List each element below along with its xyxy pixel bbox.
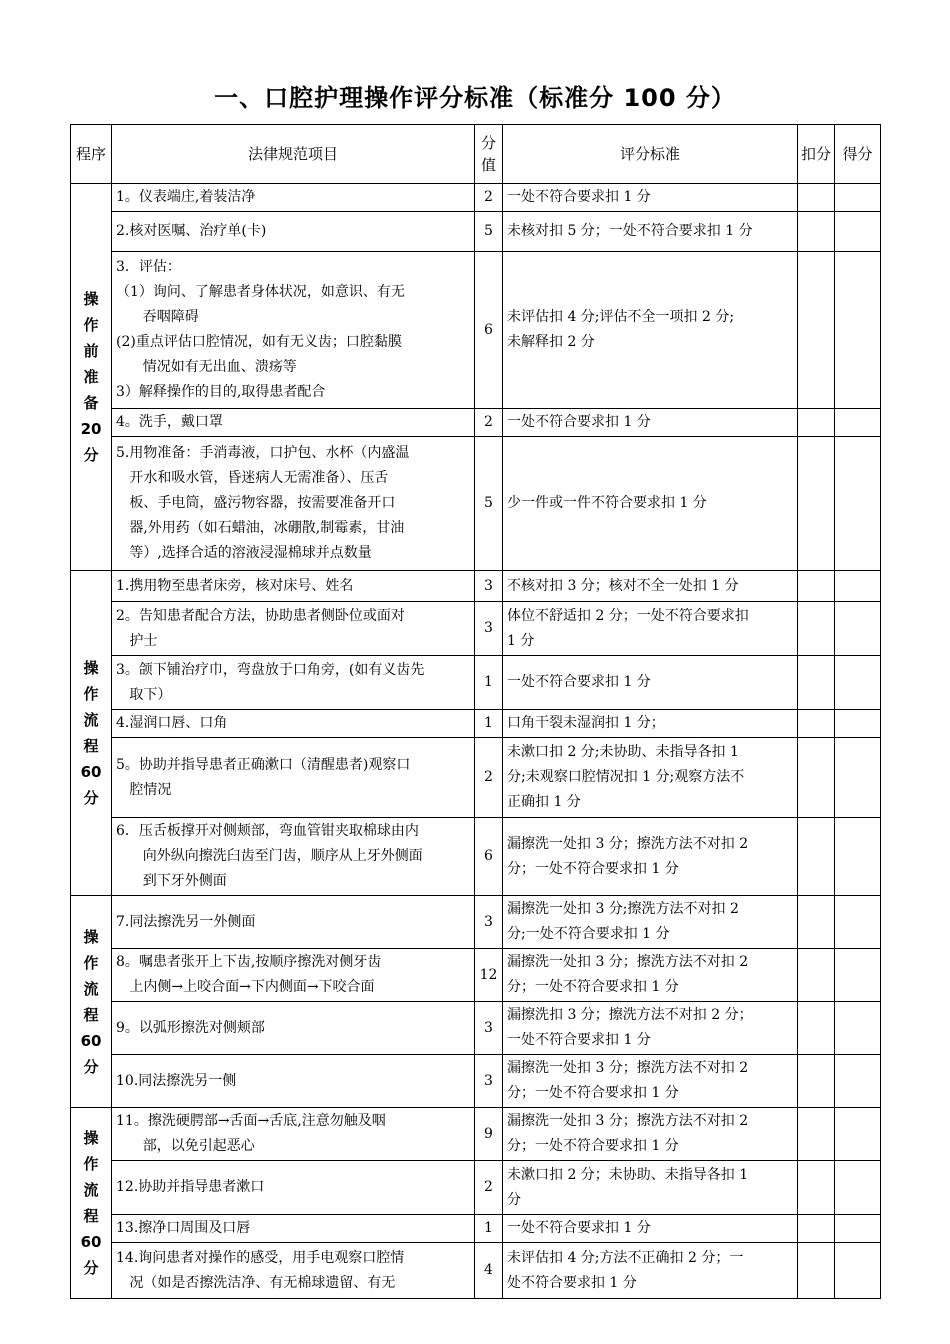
point-value: 6 <box>475 252 503 409</box>
item-text: 5。协助并指导患者正确漱口（清醒患者)观察口 腔情况 <box>116 756 411 798</box>
section-label: 操作流程 <box>83 659 99 755</box>
score-cell[interactable] <box>835 738 881 818</box>
item-cell <box>112 571 475 602</box>
score-cell[interactable] <box>835 656 881 710</box>
item-text: 2.核对医嘱、治疗单(卡) <box>116 223 267 239</box>
item-cell <box>112 1243 475 1299</box>
deduct-cell[interactable] <box>798 409 835 437</box>
section-label: 操作前准备 <box>83 290 99 412</box>
criteria-text: 不核对扣 3 分；核对不全一处扣 1 分 <box>503 571 798 602</box>
section-unit: 分 <box>83 789 99 807</box>
table-row <box>71 949 881 1002</box>
item-text: 3。颌下铺治疗巾，弯盘放于口角旁，(如有义齿先 取下） <box>116 661 425 703</box>
header-score: 得分 <box>835 125 881 184</box>
deduct-cell[interactable] <box>798 896 835 949</box>
section-label-cell <box>71 571 112 896</box>
item-cell <box>112 1161 475 1215</box>
deduct-cell[interactable] <box>798 818 835 896</box>
score-cell[interactable] <box>835 1055 881 1108</box>
criteria-text: 漏擦洗一处扣 3 分；擦洗方法不对扣 2 分；一处不符合要求扣 1 分 <box>503 818 798 896</box>
section-points: 60 <box>80 1233 102 1251</box>
table-row <box>71 212 881 252</box>
score-cell[interactable] <box>835 818 881 896</box>
table-row <box>71 738 881 818</box>
score-cell[interactable] <box>835 184 881 212</box>
section-points: 20 <box>80 420 102 438</box>
section-points: 60 <box>80 1031 102 1050</box>
table-row <box>71 1215 881 1243</box>
criteria-text: 体位不舒适扣 2 分；一处不符合要求扣 1 分 <box>503 602 798 656</box>
table-row <box>71 1002 881 1055</box>
item-text: 4.湿润口唇、口角 <box>116 715 228 731</box>
point-value: 12 <box>475 949 503 1002</box>
deduct-cell[interactable] <box>798 602 835 656</box>
table-body <box>71 184 881 1299</box>
point-value: 3 <box>475 896 503 949</box>
scoring-table <box>70 124 881 1299</box>
header-value: 分 值 <box>475 125 503 184</box>
deduct-cell[interactable] <box>798 1055 835 1108</box>
table-row <box>71 184 881 212</box>
deduct-cell[interactable] <box>798 1161 835 1215</box>
section-label-cell <box>71 184 112 571</box>
deduct-cell[interactable] <box>798 1215 835 1243</box>
criteria-text: 未漱口扣 2 分；未协助、未指导各扣 1 分 <box>503 1161 798 1215</box>
item-text: 14.询问患者对操作的感受，用手电观察口腔情 况（如是否擦洗洁净、有无棉球遗留、有无 <box>116 1249 405 1291</box>
deduct-cell[interactable] <box>798 949 835 1002</box>
item-text: 2。告知患者配合方法，协助患者侧卧位或面对 护士 <box>116 607 405 649</box>
item-text: 8。嘱患者张开上下齿,按顺序擦洗对侧牙齿 上内侧→上咬合面→下内侧面→下咬合面 <box>116 954 382 995</box>
item-text: 9。以弧形擦洗对侧颊部 <box>116 1019 265 1036</box>
item-cell <box>112 1108 475 1161</box>
score-cell[interactable] <box>835 1002 881 1055</box>
table-row <box>71 1243 881 1299</box>
deduct-cell[interactable] <box>798 656 835 710</box>
table-row <box>71 818 881 896</box>
item-cell <box>112 949 475 1002</box>
point-value: 3 <box>475 1002 503 1055</box>
point-value: 9 <box>475 1108 503 1161</box>
score-cell[interactable] <box>835 409 881 437</box>
table-row <box>71 1161 881 1215</box>
point-value: 3 <box>475 602 503 656</box>
section-label: 操作流程 <box>83 927 99 1024</box>
section-unit: 分 <box>83 1259 99 1277</box>
point-value: 3 <box>475 1055 503 1108</box>
point-value: 4 <box>475 1243 503 1299</box>
section-label: 操作流程 <box>83 1129 99 1225</box>
item-cell <box>112 1215 475 1243</box>
score-cell[interactable] <box>835 949 881 1002</box>
item-text: 6．压舌板撑开对侧颊部，弯血管钳夹取棉球由内 向外纵向擦洗臼齿至门齿，顺序从上牙外侧面 到下牙外侧面 <box>116 823 423 889</box>
deduct-cell[interactable] <box>798 437 835 571</box>
deduct-cell[interactable] <box>798 710 835 738</box>
deduct-cell[interactable] <box>798 571 835 602</box>
section-unit: 分 <box>83 1057 99 1076</box>
item-cell <box>112 656 475 710</box>
table-row <box>71 1108 881 1161</box>
item-cell <box>112 1055 475 1108</box>
item-text: 3．评估： （1）询问、了解患者身体状况，如意识、有无 吞咽障碍 (2)重点评估口腔情况，如有无义齿；口腔黏膜 情况如有无出血、溃疡等 3）解释操作的目的,取得患者配合 <box>116 259 405 400</box>
point-value: 1 <box>475 656 503 710</box>
item-text: 11。擦洗硬腭部→舌面→舌底,注意勿触及咽 部，以免引起恶心 <box>116 1113 386 1154</box>
point-value: 2 <box>475 738 503 818</box>
page-title: 一、口腔护理操作评分标准（标准分 100 分） <box>214 84 736 112</box>
item-cell <box>112 710 475 738</box>
point-value: 1 <box>475 1215 503 1243</box>
table-row <box>71 710 881 738</box>
section-label-cell <box>71 1108 112 1299</box>
criteria-text: 漏擦洗一处扣 3 分;擦洗方法不对扣 2 分;一处不符合要求扣 1 分 <box>503 896 798 949</box>
criteria-text: 未评估扣 4 分;评估不全一项扣 2 分; 未解释扣 2 分 <box>503 252 798 409</box>
item-cell <box>112 437 475 571</box>
item-cell <box>112 818 475 896</box>
header-item: 法律规范项目 <box>112 125 475 184</box>
point-value: 2 <box>475 1161 503 1215</box>
score-cell[interactable] <box>835 1161 881 1215</box>
item-text: 7.同法擦洗另一外侧面 <box>116 913 256 930</box>
item-cell <box>112 252 475 409</box>
criteria-text: 少一件或一件不符合要求扣 1 分 <box>503 437 798 571</box>
point-value: 6 <box>475 818 503 896</box>
section-unit: 分 <box>83 446 99 464</box>
item-cell <box>112 738 475 818</box>
criteria-text: 漏擦洗一处扣 3 分；擦洗方法不对扣 2 分；一处不符合要求扣 1 分 <box>503 1055 798 1108</box>
point-value: 3 <box>475 571 503 602</box>
score-cell[interactable] <box>835 1108 881 1161</box>
criteria-text: 一处不符合要求扣 1 分 <box>503 184 798 212</box>
table-row <box>71 656 881 710</box>
table-row <box>71 409 881 437</box>
criteria-text: 漏擦洗一处扣 3 分；擦洗方法不对扣 2 分；一处不符合要求扣 1 分 <box>503 1108 798 1161</box>
deduct-cell[interactable] <box>798 1002 835 1055</box>
header-deduct: 扣分 <box>798 125 835 184</box>
header-row <box>71 125 881 184</box>
item-cell <box>112 1002 475 1055</box>
item-text: 10.同法擦洗另一侧 <box>116 1072 237 1089</box>
table-row <box>71 252 881 409</box>
score-cell[interactable] <box>835 1215 881 1243</box>
deduct-cell[interactable] <box>798 252 835 409</box>
point-value: 5 <box>475 437 503 571</box>
table-row <box>71 602 881 656</box>
table-row <box>71 571 881 602</box>
score-cell[interactable] <box>835 1243 881 1299</box>
criteria-text: 漏擦洗一处扣 3 分；擦洗方法不对扣 2 分；一处不符合要求扣 1 分 <box>503 949 798 1002</box>
header-criteria: 评分标准 <box>503 125 798 184</box>
table-row <box>71 437 881 571</box>
score-cell[interactable] <box>835 212 881 252</box>
criteria-text: 一处不符合要求扣 1 分 <box>503 409 798 437</box>
item-cell <box>112 409 475 437</box>
point-value: 5 <box>475 212 503 252</box>
point-value: 2 <box>475 409 503 437</box>
score-cell[interactable] <box>835 710 881 738</box>
item-text: 13.擦净口周围及口唇 <box>116 1220 251 1236</box>
deduct-cell[interactable] <box>798 1243 835 1299</box>
criteria-text: 口角干裂未湿润扣 1 分； <box>503 710 798 738</box>
item-cell <box>112 602 475 656</box>
criteria-text: 漏擦洗扣 3 分；擦洗方法不对扣 2 分； 一处不符合要求扣 1 分 <box>503 1002 798 1055</box>
item-cell <box>112 212 475 252</box>
item-text: 5.用物准备：手消毒液，口护包、水杯（内盛温 开水和吸水管，昏迷病人无需准备）、压舌 板、手电筒，盛污物容器，按需要准备开口 器,外用药（如石蜡油，冰硼散,制霉素，甘油 等）,选择合适的溶液浸湿棉球并点数量 <box>116 445 410 561</box>
item-cell <box>112 896 475 949</box>
section-points: 60 <box>80 763 102 781</box>
deduct-cell[interactable] <box>798 738 835 818</box>
item-text: 4。洗手，戴口罩 <box>116 414 223 430</box>
score-cell[interactable] <box>835 437 881 571</box>
score-cell[interactable] <box>835 252 881 409</box>
item-text: 12.协助并指导患者漱口 <box>116 1179 265 1195</box>
point-value: 1 <box>475 710 503 738</box>
table-row <box>71 1055 881 1108</box>
deduct-cell[interactable] <box>798 184 835 212</box>
score-cell[interactable] <box>835 896 881 949</box>
item-text: 1。仪表端庄,着装洁净 <box>116 189 256 205</box>
item-text: 1.携用物至患者床旁，核对床号、姓名 <box>116 577 354 594</box>
criteria-text: 未核对扣 5 分；一处不符合要求扣 1 分 <box>503 212 798 252</box>
section-label-cell <box>71 896 112 1108</box>
deduct-cell[interactable] <box>798 212 835 252</box>
point-value: 2 <box>475 184 503 212</box>
criteria-text: 一处不符合要求扣 1 分 <box>503 1215 798 1243</box>
score-cell[interactable] <box>835 602 881 656</box>
item-cell <box>112 184 475 212</box>
header-procedure: 程序 <box>71 125 112 184</box>
criteria-text: 一处不符合要求扣 1 分 <box>503 656 798 710</box>
criteria-text: 未评估扣 4 分;方法不正确扣 2 分；一 处不符合要求扣 1 分 <box>503 1243 798 1299</box>
table-row <box>71 896 881 949</box>
deduct-cell[interactable] <box>798 1108 835 1161</box>
score-cell[interactable] <box>835 571 881 602</box>
criteria-text: 未漱口扣 2 分;未协助、未指导各扣 1 分;未观察口腔情况扣 1 分;观察方法不 正确扣 1 分 <box>503 738 798 818</box>
